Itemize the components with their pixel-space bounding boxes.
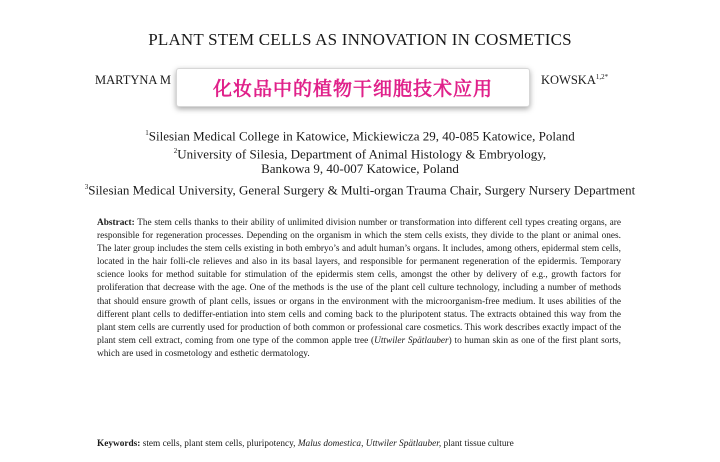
abstract-label: Abstract: [97, 218, 135, 228]
overlay-banner-text: 化妆品中的植物干细胞技术应用 [212, 78, 493, 100]
authors-right-text: KOWSKA [541, 73, 596, 88]
keywords-sep: , [361, 439, 366, 449]
keywords-italic-2: Uttwiler Spätlauber, [365, 439, 442, 449]
affiliation-text: Silesian Medical College in Katowice, Mickiewicza 29, 40-085 Katowice, Poland [148, 128, 575, 144]
abstract-body-1: The stem cells thanks to their ability of unlimited division number or transformation into different cell types creating organs, are responsible for regeneration processes. Depending on the organism in which the stem cells exists, they divide to the plant or animal ones. The later group includes the stem cells existing in both embryo’s and adult human’s organs. It includes, among others, epidermal stem cells, located in the hair folli-cle relieves and also in its basal layers, and responsible for permanent regeneration of the epidermis. Temporary science looks for method suitable for stimulation of the epidermis stem cells, amongst the other by delivery of e.g., growth factors for proliferation that decrease with the age. One of the methods is the use of the plant cell culture technology, including a number of methods that should ensure growth of plant cells, issues or organs in the environment with the microorganism-free medium. It uses abilities of the different plant cells to dediffer-entiation into stem cells and coming back to the pluripotent status. The extracts obtained this way from the plant stem cells are currently used for production of both common or professional care cosmetics. This work describes exactly impact of the plant stem cell extract, coming from one type of the common apple tree ( [97, 218, 621, 346]
keywords-plain-1: stem cells, plant stem cells, pluripotency, [140, 439, 298, 449]
keywords-plain-2: plant tissue culture [441, 439, 514, 449]
affiliation-sup: 3 [84, 183, 89, 191]
keywords-label: Keywords: [97, 439, 141, 449]
keywords [97, 439, 621, 449]
affiliation-sup: 1 [145, 129, 149, 137]
authors-left: MARTYNA M [95, 73, 171, 87]
affiliation-3 [0, 178, 720, 199]
abstract [97, 217, 621, 361]
overlay-banner [176, 68, 530, 107]
affiliation-text: Bankowa 9, 40-007 Katowice, Poland [261, 161, 459, 176]
authors-right [541, 73, 608, 88]
affiliation-sup: 2 [173, 147, 178, 155]
paper-title: PLANT STEM CELLS AS INNOVATION IN COSMETICS [148, 30, 572, 49]
authors-right-sup: 1,2* [595, 73, 609, 81]
affiliation-text: University of Silesia, Department of Animal Histology & Embryology, [177, 146, 547, 162]
abstract-body-2: ) to human skin as one of the first plant sorts, which are used in cosmetology and esthetic dermatology. [97, 335, 621, 359]
affiliation-2-cont [0, 160, 720, 178]
keywords-italic-1: Malus domestica [297, 439, 362, 449]
abstract-italic-cultivar: Uttwiler Spätlauber [374, 335, 449, 346]
affiliation-text: Silesian Medical University, General Surgery & Multi-organ Trauma Chair, Surgery Nursery Department [88, 182, 636, 198]
